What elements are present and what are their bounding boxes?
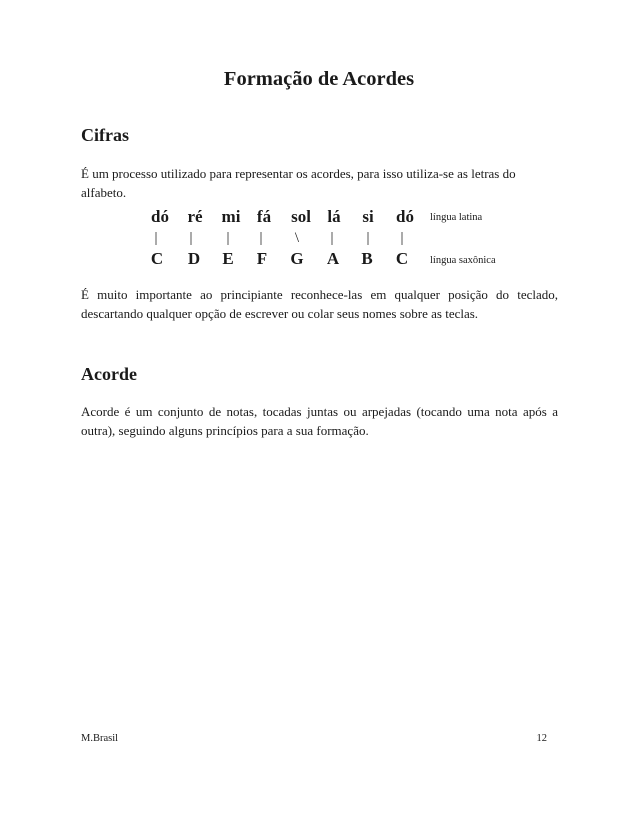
note-saxon-b: B — [361, 249, 373, 268]
note-saxon-c: C — [150, 249, 164, 268]
note-latin-la: lá — [327, 207, 341, 226]
note-separator: | — [400, 230, 404, 246]
latin-language-label: língua latina — [430, 212, 483, 223]
acorde-paragraph: Acorde é um conjunto de notas, tocadas juntas ou arpejadas (tocando uma nota após a outra), seguindo alguns princípios para a sua formação. — [81, 404, 558, 438]
saxon-language-label: língua saxônica — [430, 255, 496, 266]
cifras-paragraph: É um processo utilizado para representar os acordes, para isso utiliza-se as letras do alfabeto. — [81, 166, 516, 200]
footer-author: M.Brasil — [81, 733, 119, 744]
note-separator: | — [366, 230, 370, 246]
note-saxon-c-high: C — [395, 249, 409, 268]
note-saxon-d: D — [187, 249, 201, 268]
note-separator: | — [259, 230, 263, 246]
note-separator: | — [189, 230, 193, 246]
section-heading-cifras: Cifras — [81, 125, 129, 145]
note-latin-si: si — [362, 207, 374, 226]
recognition-paragraph: É muito importante ao principiante reconhece-las em qualquer posição do teclado, descartando qualquer opção de escrever ou colar seus nomes sobre as teclas. — [81, 287, 558, 321]
note-latin-fa: fá — [256, 207, 272, 226]
section-heading-acorde: Acorde — [81, 364, 137, 384]
note-separator: | — [330, 230, 334, 246]
note-separator: | — [154, 230, 158, 246]
note-separator: \ — [294, 230, 300, 246]
note-saxon-g: G — [290, 249, 304, 268]
note-separator: | — [226, 230, 230, 246]
note-latin-do-high: dó — [396, 207, 414, 226]
note-saxon-f: F — [256, 249, 268, 268]
note-saxon-a: A — [326, 249, 340, 268]
note-saxon-e: E — [222, 249, 234, 268]
note-latin-sol: sol — [291, 207, 311, 226]
page-title: Formação de Acordes — [223, 68, 415, 90]
note-latin-do: dó — [151, 207, 169, 226]
note-latin-re: ré — [187, 207, 203, 226]
page-number: 12 — [536, 733, 547, 744]
note-latin-mi: mi — [221, 207, 241, 226]
